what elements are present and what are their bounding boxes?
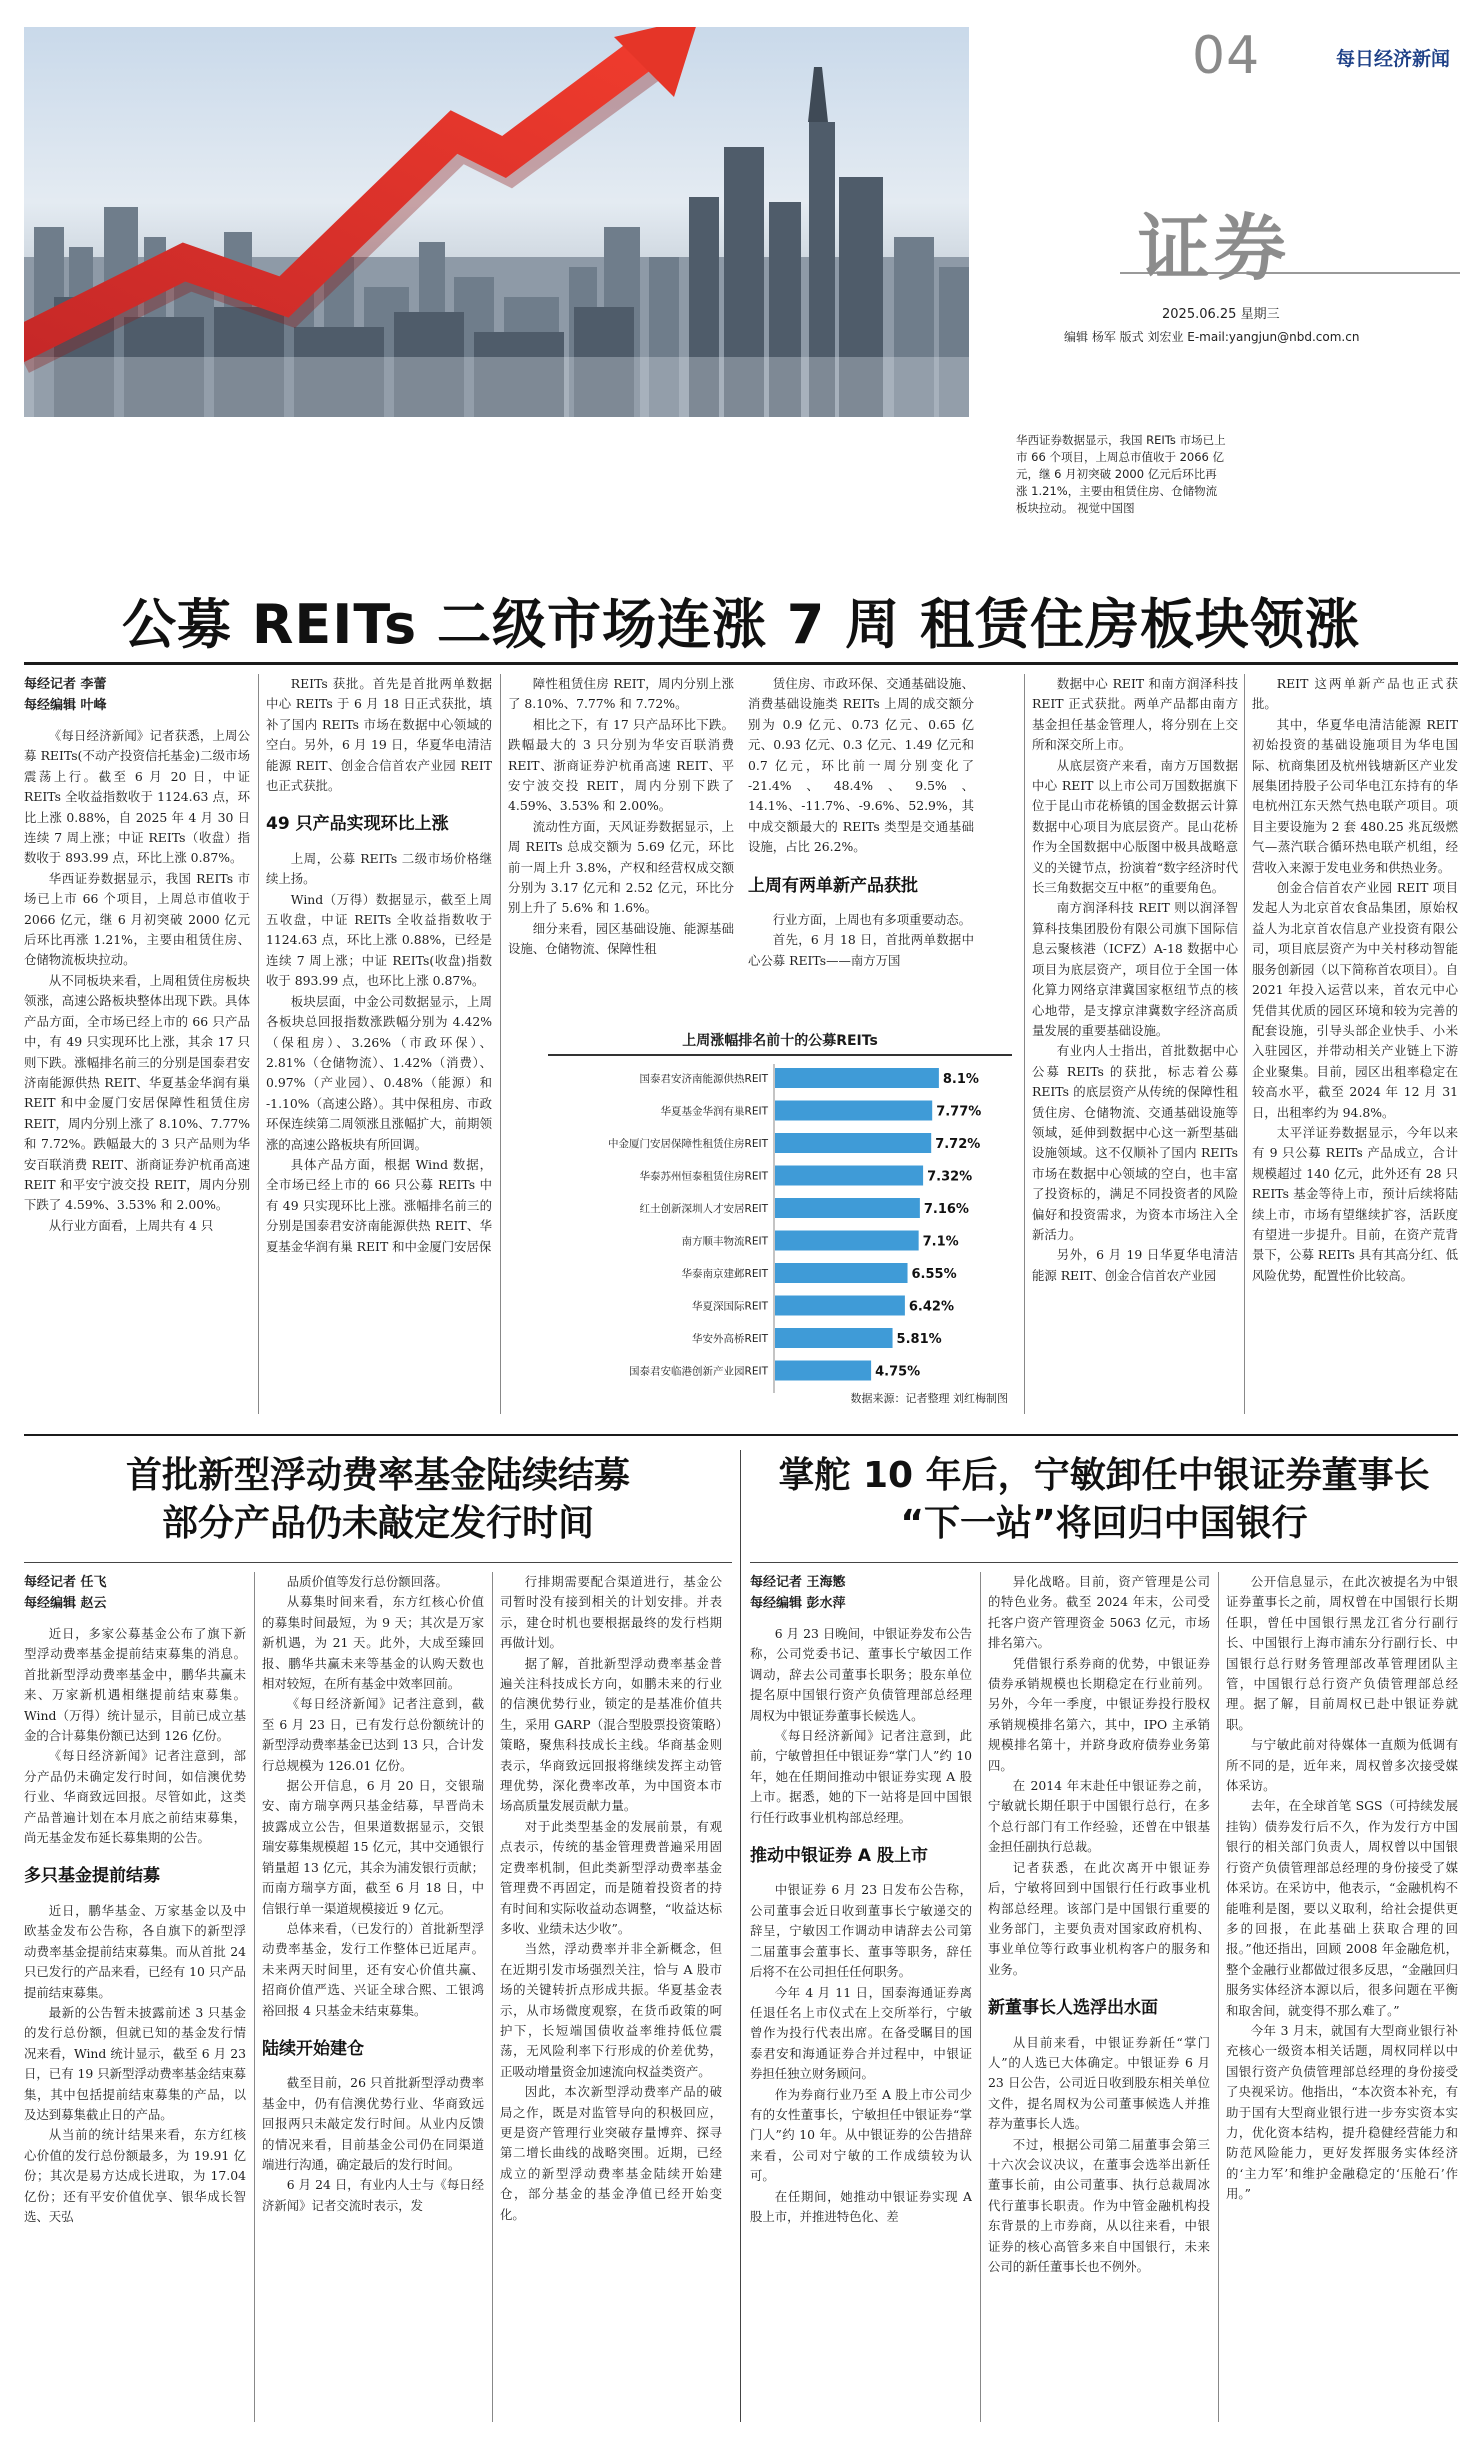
story3-headline-line1: 掌舵 10 年后，宁敏卸任中银证券董事长	[778, 1455, 1430, 1496]
category-label: 华夏深国际REIT	[692, 1300, 768, 1313]
category-label: 华泰南京建邺REIT	[681, 1268, 768, 1280]
paragraph: 从行业方面看，上周共有 4 只	[48, 1217, 214, 1233]
paragraph: 在任期间，她推动中银证券实现 A 股上市，并推进特色化、差	[750, 2188, 972, 2224]
paragraph: 公开信息显示，在此次被提名为中银证券董事长之前，周权曾在中国银行长期任职，曾任中国银行黑龙江省分行副行长、中国银行上海市浦东分行副行长、中国银行总行财务管理部改革管理团队主管，中国银行总行资产负债管理部总经理。据了解，目前周权已赴中银证券就职。	[1226, 1574, 1458, 1732]
story2-col3	[500, 1572, 722, 2422]
story1-col6	[1252, 674, 1458, 1414]
story1-byline: 每经记者 李蕾 每经编辑 叶峰	[24, 677, 107, 713]
story3-col1	[750, 1572, 972, 2422]
bar	[775, 1133, 931, 1153]
chart-title: 上周涨幅排名前十的公募REITs	[682, 1033, 878, 1049]
story1-col3	[508, 674, 734, 1020]
category-label: 华安外高桥REIT	[692, 1333, 768, 1345]
paragraph: 上周，公募 REITs 二级市场价格继续上扬。	[266, 850, 492, 887]
paragraph: 相比之下，有 17 只产品环比下跌。跌幅最大的 3 只分别为华安百联消费 REIT、浙商证券沪杭甬高速 REIT、平安宁波交投 REIT，周内分别下跌了 4.59%、3.53% 和 2.00%。	[508, 716, 734, 814]
column-divider	[980, 1572, 981, 2422]
bar	[775, 1166, 923, 1186]
column-divider	[254, 1572, 255, 2422]
paragraph: 异化战略。目前，资产管理是公司的特色业务。截至 2024 年末，公司受托客户资产管理资金 5063 亿元，市场排名第六。	[988, 1574, 1210, 1651]
column-divider	[492, 1572, 493, 2422]
paragraph: 总体来看，（已发行的）首批新型浮动费率基金，发行工作整体已近尾声。未来两天时间里，还有安心价值共赢、招商价值严选、兴证全球合熙、工银鸿裕回报 4 只基金未结束募集。	[262, 1920, 484, 2018]
paragraph: 行业方面，上周也有多项重要动态。	[772, 912, 972, 928]
bar	[775, 1198, 920, 1218]
category-label: 中金厦门安居保障性租赁住房REIT	[608, 1138, 768, 1150]
paragraph: REITs 获批。首先是首批两单数据中心 REITs 于 6 月 18 日正式获批，填补了国内 REITs 市场在数据中心领域的空白。另外，6 月 19 日，华夏华电清洁能源 REIT、创金合信首农产业园 REIT 也正式获批。	[266, 676, 492, 794]
category-label: 国泰君安临港创新产业园REIT	[629, 1365, 768, 1378]
paragraph: 据了解，首批新型浮动费率基金普遍关注科技成长方向，如鹏未来的行业的信澳优势行业，锁定的是基准价值共生，采用 GARP（混合型股票投资策略）策略，聚焦科技成长主线。华商基金则表示，华商致远回报将继续发挥主动管理优势，深化费率改革，为中国资本市场高质量发展贡献力量。	[500, 1655, 722, 1814]
story2-col1	[24, 1572, 246, 2422]
paragraph: 《每日经济新闻》记者获悉，上周公募 REITs(不动产投资信托基金)二级市场震荡上行。截至 6 月 20 日，中证 REITs 全收益指数收于 1124.63 点，环比上涨 0.88%，自 2025 年 4 月 30 日连续 7 周上涨；中证 REITs（收盘）指数收于 893.99 点，环比上涨 0.87%。	[24, 728, 250, 866]
paragraph: 6 月 23 日晚间，中银证券发布公告称，公司党委书记、董事长宁敏因工作调动，辞去公司董事长职务；股东单位提名原中国银行资产负债管理部总经理周权为中银证券董事长候选人。	[750, 1626, 972, 1723]
dateline: 2025.06.25 星期三	[1162, 307, 1280, 322]
story2-headline-line2: 部分产品仍未敲定发行时间	[161, 1503, 594, 1544]
bar	[775, 1296, 905, 1316]
paragraph: 近日，鹏华基金、万家基金以及中欧基金发布公告称，各自旗下的新型浮动费率基金提前结束募集。而从首批 24 只已发行的产品来看，已经有 10 只产品提前结束募集。	[24, 1902, 246, 2000]
paragraph: REIT 这两单新产品也正式获批。	[1252, 676, 1458, 712]
subhead: 陆续开始建仓	[262, 2038, 364, 2059]
data-label: 7.1%	[922, 1234, 959, 1250]
column-divider	[1218, 1572, 1219, 2422]
section-title: 证券	[1138, 205, 1291, 290]
paragraph: 从当前的统计结果来看，东方红核心价值的发行总份额最多，为 19.91 亿份；其次是易方达成长进取，为 17.04 亿份；还有平安价值优享、银华成长智选、天弘	[24, 2127, 246, 2224]
data-label: 7.16%	[923, 1202, 969, 1217]
data-label: 5.81%	[896, 1332, 942, 1347]
story1-headline: 公募 REITs 二级市场连涨 7 周 租赁住房板块领涨	[122, 593, 1360, 656]
story1-col5	[1032, 674, 1238, 1414]
paragraph: 板块层面，中金公司数据显示，上周各板块总回报指数涨跌幅分别为 4.42%（保租房）、3.26%（市政环保）、2.81%（仓储物流）、1.42%（消费）、0.97%（产业园）、0.48%（能源）和 -1.10%（高速公路）。其中保租房、市政环保连续第二周领涨且涨幅扩大，前期领涨的高速公路板块有所回调。	[266, 993, 492, 1152]
category-label: 南方顺丰物流REIT	[681, 1235, 768, 1248]
subhead: 49 只产品实现环比上涨	[266, 814, 449, 835]
story2-headline-line1: 首批新型浮动费率基金陆续结募	[125, 1455, 630, 1496]
editor-credits: 编辑 杨军 版式 刘宏业 E-mail:yangjun@nbd.com.cn	[1064, 330, 1360, 344]
paragraph: 太平洋证券数据显示，今年以来有 9 只公募 REITs 产品成立，合计规模超过 140 亿元，此外还有 28 只 REITs 基金等待上市，预计后续将陆续上市，市场有望继续扩容，活跃度有望进一步提升。目前，在资产荒背景下，公募 REITs 具有其高分红、低风险优势，配置性价比较高。	[1252, 1124, 1458, 1283]
chart-source: 数据来源：记者整理 刘红梅制图	[850, 1392, 1008, 1405]
bar	[775, 1068, 939, 1088]
column-divider	[258, 674, 259, 1414]
bar-chart	[548, 1030, 1012, 1410]
data-label: 8.1%	[942, 1072, 979, 1087]
section-rule	[24, 1434, 1458, 1436]
chart-plot	[548, 1056, 1012, 1416]
data-label: 6.42%	[908, 1299, 955, 1315]
paragraph: 首先，6 月 18 日，首批两单数据中心公募 REITs——南方万国	[748, 932, 974, 968]
paragraph: 今年 4 月 11 日，国泰海通证券离任退任名上市仪式在上交所举行，宁敏曾作为投行代表出席。在备受瞩目的国泰君安和海通证券合并过程中，中银证券担任独立财务顾问。	[750, 1984, 972, 2082]
category-label: 华夏基金华润有巢REIT	[660, 1105, 768, 1118]
category-label: 国泰君安济南能源供热REIT	[639, 1073, 768, 1085]
story2-byline: 每经记者 任飞 每经编辑 赵云	[24, 1575, 107, 1611]
story1-col2	[266, 674, 492, 1414]
photo-caption: 华西证券数据显示，我国 REITs 市场已上市 66 个项目，上周总市值收于 2066 亿元，继 6 月初突破 2000 亿元后环比再涨 1.21%，主要由租赁住房、仓储物流板块拉动。 视觉中国图	[1016, 433, 1226, 515]
cover-photo	[24, 27, 969, 417]
data-label: 7.32%	[927, 1169, 973, 1185]
paper-name: 每日经济新闻	[1336, 48, 1451, 70]
paragraph: 创金合信首农产业园 REIT 项目发起人为北京首农食品集团，原始权益人为北京首农信息产业投资有限公司，项目底层资产为中关村移动智能服务创新园（以下简称首农项目）。自 2021 年投入运营以来，首农元中心凭借其优质的园区环境和较为完善的配套设施，引导头部企业快手、小米入驻园区，并带动相关产业链上下游企业聚集。目前，园区出租率稳定在较高水平，截至 2024 年 12 月 31 日，出租率约为 94.8%。	[1252, 880, 1458, 1120]
story1-col1	[24, 674, 250, 1414]
story2-rule	[24, 1562, 732, 1563]
paragraph: 近日，多家公募基金公布了旗下新型浮动费率基金提前结束募集的消息。首批新型浮动费率基金中，鹏华共赢未来、万家新机遇相继提前结束募集。Wind（万得）统计显示，目前已成立基金的合计募集份额已达到 126 亿份。	[24, 1626, 246, 1744]
subhead: 多只基金提前结募	[24, 1866, 160, 1887]
paragraph: 从目前来看，中银证券新任“掌门人”的人选已大体确定。中银证券 6 月 23 日公告，公司近日收到股东相关单位文件，提名周权为公司董事候选人并推荐为董事长人选。	[988, 2034, 1210, 2132]
bar	[775, 1263, 908, 1283]
paragraph: 细分来看，园区基础设施、能源基础设施、仓储物流、保障性租	[508, 920, 734, 957]
paragraph: 赁住房、市政环保、交通基础设施、消费基础设施类 REITs 上周的成交额分别为 0.9 亿元、0.73 亿元、0.65 亿元、0.93 亿元、0.3 亿元、1.49 亿元和 0.7 亿元，环比前一周分别变化了 -21.4%、48.4%、9.5%、14.1%、-11.7%、-9.6%、52.9%，其中成交额最大的 REITs 类型是交通基础设施，占比 26.2%。	[748, 676, 974, 855]
paragraph: 从募集时间来看，东方红核心价值的募集时间最短，为 9 天；其次是万家新机遇，为 21 天。此外，大成至臻回报、鹏华共赢未来等基金的认购天数也相对较短，在所有基金中效率回前。	[262, 1594, 484, 1692]
paragraph: 中银证券 6 月 23 日发布公告称，公司董事会近日收到董事长宁敏递交的辞呈，宁敏因工作调动申请辞去公司第二届董事会董事长、董事等职务，辞任后将不在公司担任任何职务。	[750, 1882, 972, 1980]
paragraph: 具体产品方面，根据 Wind 数据，全市场已经上市的 66 只公募 REITs 中有 49 只实现环比上涨。涨幅排名前三的分别是国泰君安济南能源供热 REIT、华夏基金华润有巢 REIT 和中金厦门安居保	[266, 1156, 492, 1254]
page-number: 04	[1192, 26, 1261, 86]
bar	[775, 1328, 893, 1348]
subhead: 新董事长人选浮出水面	[988, 1998, 1158, 2019]
story3-byline: 每经记者 王海慜 每经编辑 彭水萍	[750, 1575, 846, 1611]
paragraph: 南方润泽科技 REIT 则以润泽智算科技集团股份有限公司旗下国际信息云聚核港（ICFZ）A-18 数据中心项目为底层资产，项目位于全国一体化算力网络京津冀国家枢纽节点的核心地带，是支撑京津冀数字经济高质量发展的重要基础设施。	[1032, 900, 1238, 1038]
paragraph: 从不同板块来看，上周租赁住房板块领涨，高速公路板块整体出现下跌。具体产品方面，全市场已经上市的 66 只产品中，有 49 只实现环比上涨，其余 17 只则下跌。涨幅排名前三的分别是国泰君安济南能源供热 REIT、华夏基金华润有巢 REIT 和中金厦门安居保障性租赁住房 REIT，周内分别上涨了 8.10%、7.77% 和 7.72%。跌幅最大的 3 只产品则为华安百联消费 REIT、浙商证券沪杭甬高速 REIT 和平安宁波交投 REIT，周内分别下跌了 4.59%、3.53% 和 2.00%。	[24, 972, 250, 1213]
paragraph: 因此，本次新型浮动费率产品的破局之作，既是对监管导向的积极回应，更是资产管理行业突破存量博弈、探寻第二增长曲线的战略突围。近期，已经成立的新型浮动费率基金陆续开始建仓，部分基金的基金净值已经开始变化。	[500, 2084, 722, 2222]
column-divider	[1244, 674, 1245, 1414]
story1-col4	[748, 674, 974, 1020]
story1-rule	[24, 662, 1458, 665]
paragraph: 6 月 24 日，有业内人士与《每日经济新闻》记者交流时表示，发	[262, 2177, 484, 2213]
paragraph: 对于此类型基金的发展前景，有观点表示，传统的基金管理费普遍采用固定费率机制，但此类新型浮动费率基金管理费不再固定，而是随着投资者的持有时间和实际收益动态调整，“收益达标多收、业绩未达少收”。	[500, 1818, 722, 1936]
paragraph: 截至目前，26 只首批新型浮动费率基金中，仍有信澳优势行业、华商致远回报两只未敲定发行时间。从业内反馈的情况来看，目前基金公司仍在同渠道端进行沟通，确定最后的发行时间。	[262, 2075, 484, 2172]
paragraph: 品质价值等发行总份额回落。	[286, 1574, 448, 1589]
paragraph: 作为券商行业乃至 A 股上市公司少有的女性董事长，宁敏担任中银证券“掌门人”约 10 年。从中银证券的公告措辞来看，公司对宁敏的工作成绩较为认可。	[750, 2086, 972, 2184]
paragraph: 不过，根据公司第二届董事会第三十六次会议决议，在董事会选举出新任董事长前，由公司董事、执行总裁周冰代行董事长职责。作为中管金融机构投东背景的上市券商，从以往来看，中银证券的核心高管多来自中国银行，未来公司的新任董事长也不例外。	[988, 2136, 1210, 2274]
story2-headline	[24, 1452, 732, 1548]
paragraph: 据公开信息，6 月 20 日，交银瑞安、南方瑞享两只基金结募，早晋尚未披露成立公告，但果道数据显示，交银瑞安募集规模超 15 亿元，其中交通银行销量超 13 亿元，其余为浦发银行贡献；而南方瑞享方面，截至 6 月 18 日，中信银行单一渠道规模接近 9 亿元。	[262, 1778, 484, 1916]
paragraph: 有业内人士指出，首批数据中心公募 REITs 的获批，标志着公募 REITs 的底层资产从传统的保障性租赁住房、仓储物流、交通基础设施等领域，延伸到数据中心这一新型基础设施领域。这不仅顺补了国内 REITs 市场在数据中心领域的空白，也丰富了投资标的，满足不同投资者的风险偏好和投资需求，为资本市场注入全新活力。	[1032, 1043, 1238, 1242]
story3-rule	[750, 1562, 1458, 1563]
story3-headline-line2: “下一站”将回归中国银行	[900, 1503, 1308, 1544]
paragraph: Wind（万得）数据显示，截至上周五收盘，中证 REITs 全收益指数收于 1124.63 点，环比上涨 0.88%，已经是连续 7 周上涨；中证 REITs(收盘)指数收于 893.99 点，也环比上涨 0.87%。	[266, 891, 492, 989]
story3-headline	[750, 1452, 1458, 1548]
paragraph: 《每日经济新闻》记者注意到，此前，宁敏曾担任中银证券“掌门人”约 10 年，她在任期间推动中银证券实现 A 股上市。据悉，她的下一站将是回中国银行任行政事业机构部总经理。	[750, 1728, 972, 1825]
category-label: 红土创新深圳人才安居REIT	[639, 1203, 768, 1215]
paragraph: 《每日经济新闻》记者注意到，部分产品仍未确定发行时间，如信澳优势行业、华商致远回报。尽管如此，这类产品普遍计划在本月底之前结束募集，尚无基金发布延长募集期的公告。	[24, 1748, 246, 1846]
paragraph: 今年 3 月末，就国有大型商业银行补充核心一级资本相关话题，周权同样以中国银行资产负债管理部总经理的身份接受了央视采访。他指出，“本次资本补充，有助于国有大型商业银行进一步夯实资本实力，优化资本结构，提升稳健经营能力和防范风险能力，更好发挥服务实体经济的‘主力军’和维护金融稳定的‘压舱石’作用。”	[1226, 2022, 1458, 2202]
paragraph: 从底层资产来看，南方万国数据中心 REIT 以上市公司万国数据旗下位于昆山市花桥镇的国金数据云计算数据中心项目为底层资产。昆山花桥作为全国数据中心版图中极具战略意义的关键节点，扮演着“数字经济时代长三角数据交互中枢”的重要角色。	[1032, 757, 1238, 896]
paragraph: 障性租赁住房 REIT，周内分别上涨了 8.10%、7.77% 和 7.72%。	[508, 676, 734, 712]
story3-col2	[988, 1572, 1210, 2422]
bar	[775, 1231, 919, 1251]
column-divider	[1024, 674, 1025, 1414]
category-label: 华泰苏州恒泰租赁住房REIT	[639, 1170, 768, 1183]
story2-col2	[262, 1572, 484, 2422]
paragraph: 凭借银行系券商的优势，中银证券债券承销规模也长期稳定在行业前列。另外，今年一季度，中银证券投行股权承销规模排名第六，其中，IPO 主承销规模排名第十，并跻身政府债券业务第四。	[988, 1655, 1210, 1773]
paragraph: 华西证券数据显示，我国 REITs 市场已上市 66 个项目，上周总市值收于 2066 亿元，继 6 月初突破 2000 亿元后环比再涨 1.21%，主要由租赁住房、仓储物流板块拉动。	[24, 870, 250, 968]
column-divider	[500, 674, 501, 1414]
story3-col3	[1226, 1572, 1458, 2422]
bar	[775, 1101, 932, 1121]
paragraph: 最新的公告暂未披露前述 3 只基金的发行总份额，但就已知的基金发行情况来看，Wind 统计显示，截至 6 月 23 日，已有 19 只新型浮动费率基金结束募集，其中包括提前结束募集的产品，以及达到募集截止日的产品。	[24, 2004, 246, 2122]
data-label: 6.55%	[911, 1267, 957, 1282]
paragraph: 行排期需要配合渠道进行，基金公司暂时没有接到相关的计划安排。并表示，建仓时机也要根据最终的发行档期再做计划。	[500, 1574, 722, 1651]
bar	[775, 1361, 871, 1381]
paragraph: 其中，华夏华电清洁能源 REIT 初始投资的基础设施项目为华电国际、杭商集团及杭州钱塘新区产业发展集团持股子公司华电江东持有的华电杭州江东天然气热电联产项目。项目主要设施为 2 套 480.25 兆瓦级燃气—蒸汽联合循环热电联产机组，经营收入来源于发电业务和供热业务。	[1252, 716, 1458, 875]
paragraph: 另外，6 月 19 日华夏华电清洁能源 REIT、创金合信首农产业园	[1032, 1247, 1238, 1283]
paragraph: 与宁敏此前对待媒体一直颇为低调有所不同的是，近年来，周权曾多次接受媒体采访。	[1226, 1737, 1458, 1794]
paragraph: 流动性方面，天风证券数据显示，上周 REITs 总成交额为 5.69 亿元，环比前一周上升 3.8%，产权和经营权成交额分别为 3.17 亿元和 2.52 亿元，环比分别上升了 5.6% 和 1.6%。	[508, 818, 734, 916]
paragraph: 记者获悉，在此次离开中银证券后，宁敏将回到中国银行任行政事业机构部总经理。该部门是中国银行重要的业务部门，主要负责对国家政府机构、事业单位等行政事业机构客户的服务和业务。	[988, 1859, 1210, 1977]
subhead: 推动中银证券 A 股上市	[750, 1846, 928, 1867]
paragraph: 去年，在全球首笔 SGS（可持续发展挂钩）债券发行后不久，作为发行方中国银行的相关部门负责人，周权曾以中国银行资产负债管理部总经理的身份接受了媒体采访。在采访中，他表示，“金融机构不能唯利是图，要以义取利，给社会提供更多的回报，在此基础上获取合理的回报。”他还指出，回顾 2008 年金融危机，整个金融行业都做过很多反思，“金融回归服务实体经济本源以后，很多问题在平衡和取舍间，就变得不那么难了。”	[1226, 1798, 1458, 2018]
paragraph: 当然，浮动费率并非全新概念，但在近期引发市场强烈关注，恰与 A 股市场的关键转折点形成共振。华夏基金表示，从市场微度观察，在货币政策的呵护下，长短端国债收益率维持低位震荡，无风险利率下行形成的价差优势，正吸动增量资金加速流向权益类资产。	[500, 1941, 722, 2079]
paragraph: 在 2014 年末赴任中银证券之前，宁敏就长期任职于中国银行总行，在多个总行部门有工作经验，还曾在中银基金担任副执行总裁。	[988, 1778, 1210, 1855]
data-label: 7.72%	[935, 1137, 981, 1152]
data-label: 4.75%	[875, 1364, 921, 1380]
subhead: 上周有两单新产品获批	[748, 875, 918, 896]
paragraph: 《每日经济新闻》记者注意到，截至 6 月 23 日，已有发行总份额统计的新型浮动费率基金已达到 13 只，合计发行总规模为 126.01 亿份。	[262, 1696, 484, 1773]
data-label: 7.77%	[936, 1104, 982, 1120]
paragraph: 数据中心 REIT 和南方润泽科技 REIT 正式获批。两单产品都由南方基金担任基金管理人，将分别在上交所和深交所上市。	[1032, 676, 1238, 753]
cityscape-arrow-image	[24, 27, 969, 417]
story-divider	[740, 1450, 741, 2422]
